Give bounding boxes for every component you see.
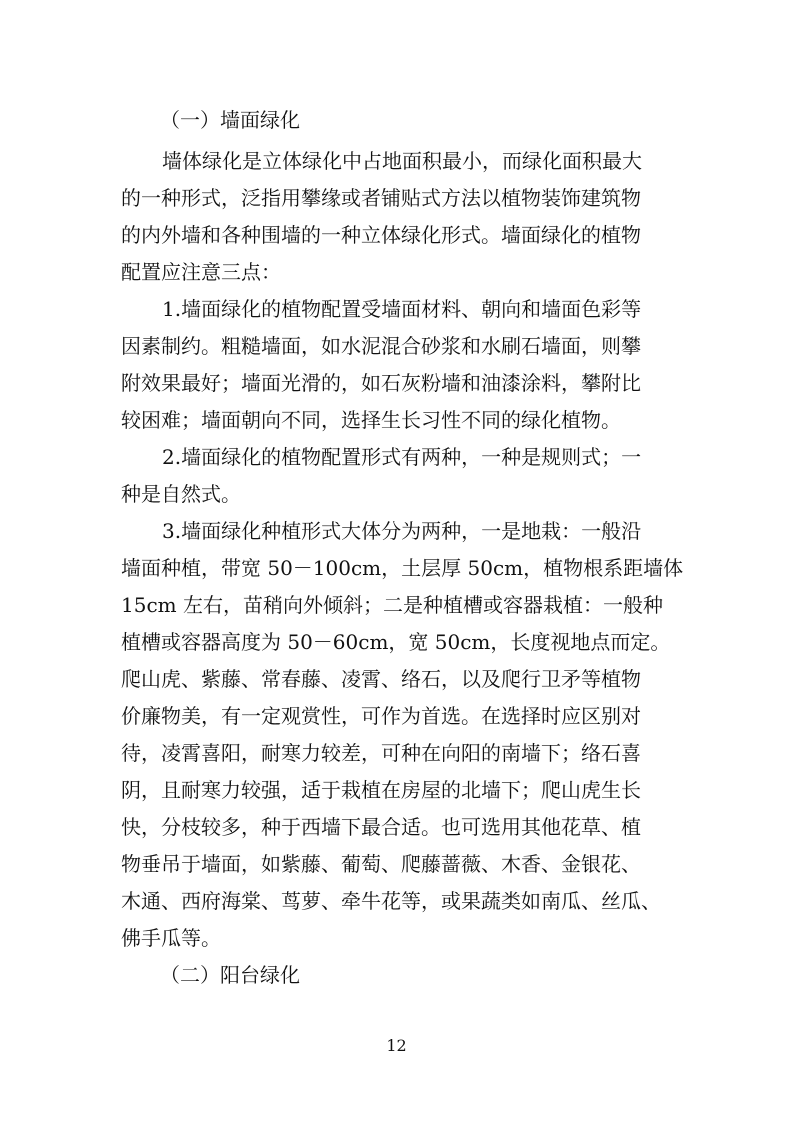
text-line: 物垂吊于墙面，如紫藤、葡萄、爬藤蔷薇、木香、金银花、	[121, 852, 641, 876]
text-line: 3.墙面绿化种植形式大体分为两种，一是地栽：一般沿	[162, 519, 642, 543]
text-line: 配置应注意三点：	[121, 260, 281, 284]
text-line: 的内外墙和各种围墙的一种立体绿化形式。墙面绿化的植物	[121, 223, 641, 247]
text-line: 15cm 左右，苗稍向外倾斜；二是种植槽或容器栽植：一般种	[121, 593, 663, 617]
text-line: 1.墙面绿化的植物配置受墙面材料、朝向和墙面色彩等	[162, 297, 642, 321]
text-line: 2.墙面绿化的植物配置形式有两种，一种是规则式；一	[162, 445, 642, 469]
text-line: 较困难；墙面朝向不同，选择生长习性不同的绿化植物。	[121, 408, 621, 432]
text-line: 木通、西府海棠、茑萝、牵牛花等，或果蔬类如南瓜、丝瓜、	[121, 889, 661, 913]
text-line: 附效果最好；墙面光滑的，如石灰粉墙和油漆涂料，攀附比	[121, 371, 641, 395]
text-line: 墙体绿化是立体绿化中占地面积最小，而绿化面积最大	[162, 149, 642, 173]
section-heading-balcony: （二）阳台绿化	[160, 963, 300, 987]
text-line: 因素制约。粗糙墙面，如水泥混合砂浆和水刷石墙面，则攀	[121, 334, 641, 358]
text-line: 阴，且耐寒力较强，适于栽植在房屋的北墙下；爬山虎生长	[121, 778, 641, 802]
text-line: 快，分枝较多，种于西墙下最合适。也可选用其他花草、植	[121, 815, 641, 839]
section-heading-wall: （一）墙面绿化	[160, 108, 300, 132]
text-line: 待，凌霄喜阳，耐寒力较差，可种在向阳的南墙下；络石喜	[121, 741, 641, 765]
text-line: 墙面种植，带宽 50－100cm，土层厚 50cm，植物根系距墙体	[121, 556, 684, 580]
page-number: 12	[386, 1036, 407, 1055]
text-line: 爬山虎、紫藤、常春藤、凌霄、络石，以及爬行卫矛等植物	[121, 667, 641, 691]
text-line: 的一种形式，泛指用攀缘或者铺贴式方法以植物装饰建筑物	[121, 186, 641, 210]
text-line: 价廉物美，有一定观赏性，可作为首选。在选择时应区别对	[121, 704, 641, 728]
text-line: 种是自然式。	[121, 482, 241, 506]
text-line: 佛手瓜等。	[121, 926, 221, 950]
text-line: 植槽或容器高度为 50－60cm，宽 50cm，长度视地点而定。	[121, 630, 671, 654]
